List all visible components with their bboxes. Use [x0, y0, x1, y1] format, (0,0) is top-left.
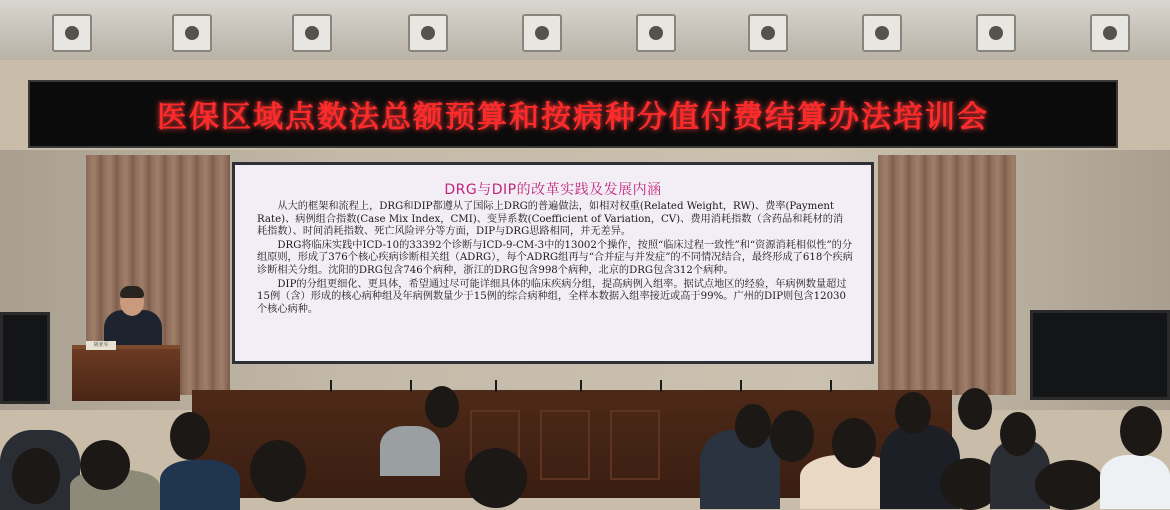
ceiling-light — [408, 14, 448, 52]
slide-paragraph: 从大的框架和流程上，DRG和DIP都遵从了国际上DRG的普遍做法，如相对权重(Related Weight，RW)、费率(Payment Rate)、病例组合指数(Case Mix Index，CMI)、变异系数(Coefficient of Variation，CV)、费用消耗指数（含药品和耗材的消耗指数）、时间消耗指数、死亡风险评分等方面，DIP与DRG思路相同，并无差异。 — [257, 201, 844, 238]
ceiling-light — [522, 14, 562, 52]
table-panel — [610, 410, 660, 480]
speaker-hair — [120, 286, 144, 298]
slide-paragraph: DIP的分组更细化、更具体，希望通过尽可能详细具体的临床疾病分组，提高病例入组率。据试点地区的经验，年病例数量超过15例（含）形成的核心病种组及年病例数量少于15例的综合病种组，全样本数据入组率接近或高于99%。广州的DIP则包含12030个核心病种。 — [257, 278, 847, 315]
audience-head — [80, 440, 130, 490]
table-panel — [540, 410, 590, 480]
left-tv-screen — [0, 312, 50, 404]
audience-head — [12, 448, 60, 504]
microphone — [330, 380, 332, 392]
audience-head — [958, 388, 992, 430]
audience-head — [1035, 460, 1105, 510]
right-curtain — [878, 155, 1016, 395]
audience-head — [1000, 412, 1036, 456]
ceiling-light — [52, 14, 92, 52]
audience-head — [735, 404, 771, 448]
audience-head — [1120, 406, 1162, 456]
podium — [72, 345, 180, 401]
ceiling — [0, 0, 1170, 60]
podium-nameplate: 胡亚军 — [86, 341, 116, 350]
ceiling-light — [748, 14, 788, 52]
microphone — [410, 380, 412, 392]
ceiling-light — [976, 14, 1016, 52]
audience-head — [170, 412, 210, 460]
slide-body — [257, 201, 853, 317]
ceiling-light — [292, 14, 332, 52]
projection-screen — [232, 162, 874, 364]
right-tv-screen — [1030, 310, 1170, 400]
ceiling-light — [862, 14, 902, 52]
audience-head — [425, 386, 459, 428]
slide-title: DRG与DIP的改革实践及发展内涵 — [444, 182, 662, 198]
ceiling-light — [172, 14, 212, 52]
audience-head — [895, 392, 931, 434]
microphone — [740, 380, 742, 392]
audience-member — [1100, 455, 1170, 509]
audience-member — [160, 460, 240, 510]
microphone — [495, 380, 497, 392]
audience-head — [832, 418, 876, 468]
audience-head — [250, 440, 306, 502]
audience-head — [770, 410, 814, 462]
ceiling-light — [1090, 14, 1130, 52]
banner-text: 医保区域点数法总额预算和按病种分值付费结算办法培训会 — [157, 100, 989, 135]
audience-head — [465, 448, 527, 508]
slide-paragraph: DRG将临床实践中ICD-10的33392个诊断与ICD-9-CM-3中的13002个操作，按照“临床过程一致性”和“资源消耗相似性”的分组原则，形成了376个核心疾病诊断相关组（ADRG），每个ADRG组再与“合并症与并发症”的不同情况结合，最终形成了618个疾病诊断相关分组。沈阳的DRG包含746个病种，浙江的DRG包含998个病种，北京的DRG包含312个病种。 — [257, 239, 853, 276]
audience-member — [380, 426, 440, 476]
microphone — [660, 380, 662, 392]
microphone — [580, 380, 582, 392]
led-banner — [28, 80, 1118, 148]
microphone — [830, 380, 832, 392]
ceiling-light — [636, 14, 676, 52]
